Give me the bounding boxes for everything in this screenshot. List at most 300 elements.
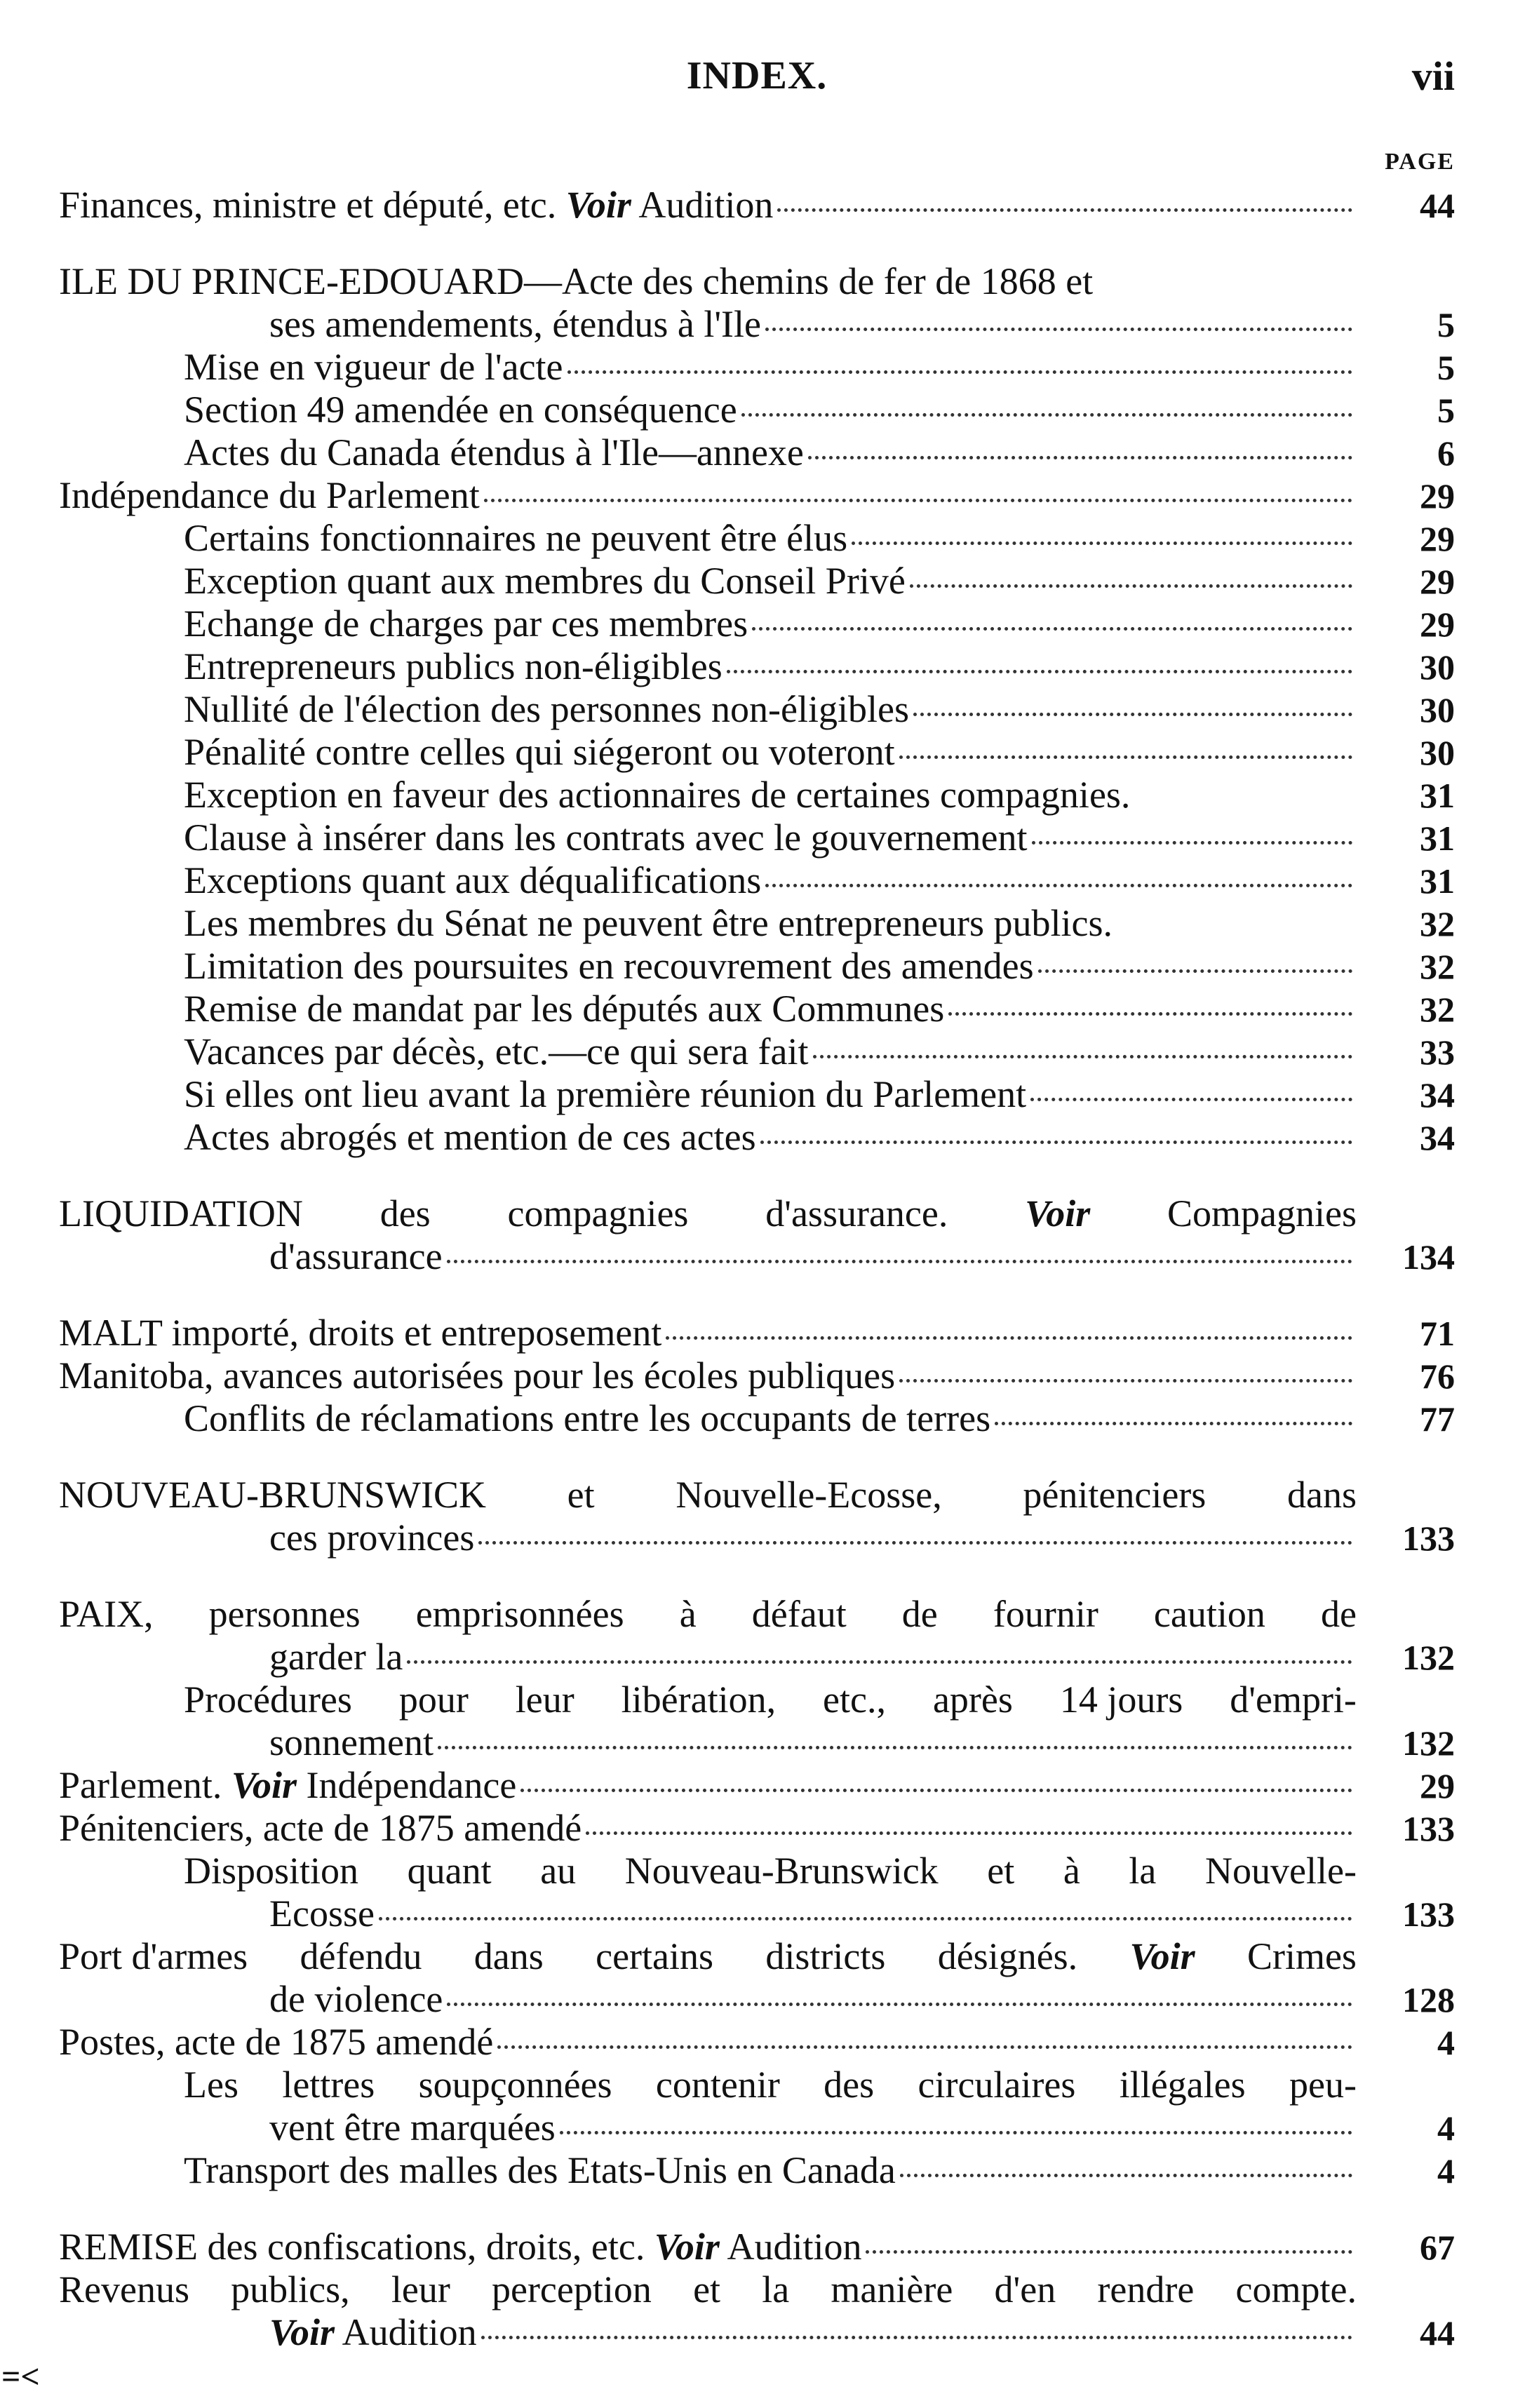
index-line — [59, 517, 1455, 560]
index-line — [59, 303, 1455, 346]
leader-dots — [1038, 969, 1352, 973]
entry-label: Parlement. — [59, 1764, 231, 1806]
leader-dots — [520, 1789, 1352, 1792]
entry-text — [184, 1030, 809, 1073]
page-title: INDEX. — [686, 54, 828, 97]
index-word: quant — [407, 1850, 492, 1892]
index-entry — [59, 1312, 1455, 1354]
entry-label: Clause à insérer dans les contrats avec le gouvernement — [184, 816, 1028, 859]
entry-label: Manitoba, avances autorisées pour les écoles publiques — [59, 1354, 896, 1397]
entry-text — [269, 1636, 403, 1679]
leader-dots — [447, 2003, 1352, 2006]
index-word: défaut — [751, 1593, 847, 1635]
index-word: Nouvelle- — [1205, 1850, 1357, 1892]
leader-dots — [765, 884, 1352, 887]
leader-dots — [948, 1012, 1352, 1016]
entry-label: Mise en vigueur de l'acte — [184, 346, 563, 388]
entry-text — [184, 731, 895, 774]
index-word: etc., — [823, 1679, 886, 1721]
page-number: 30 — [1420, 733, 1455, 772]
index-entry — [59, 1593, 1455, 1679]
index-line — [59, 945, 1455, 988]
index-line — [59, 1235, 1455, 1278]
entry-label: Actes du Canada étendus à l'Ile—annexe — [184, 431, 804, 473]
entry-label: Certains fonctionnaires ne peuvent être élus — [184, 517, 848, 559]
page-folio: vii — [1411, 53, 1455, 99]
page-number: 132 — [1402, 1638, 1455, 1677]
page-number: 29 — [1420, 1766, 1455, 1805]
index-word: d'en — [994, 2268, 1056, 2311]
entry-text — [184, 560, 906, 603]
page-number: 67 — [1420, 2228, 1455, 2267]
entry-label: Transport des malles des Etats-Unis en Canada — [184, 2149, 896, 2191]
leader-dots — [666, 1336, 1352, 1340]
entry-text — [59, 1807, 582, 1850]
leader-dots — [438, 1746, 1352, 1749]
entry-text — [184, 688, 909, 731]
index-line — [59, 731, 1455, 774]
entry-text — [184, 816, 1028, 859]
entry-text — [59, 184, 773, 227]
index-word: Procédures — [184, 1679, 352, 1721]
index-entry — [59, 1764, 1455, 1807]
index-line — [59, 2311, 1455, 2354]
index-line — [59, 1679, 1455, 1721]
entry-label: Nullité de l'élection des personnes non-éligibles — [184, 688, 909, 730]
index-word: compte. — [1235, 2268, 1357, 2311]
entry-label: Echange de charges par ces membres — [184, 603, 748, 645]
index-word: Nouvelle-Ecosse, — [676, 1474, 942, 1516]
entry-text — [269, 1978, 443, 2021]
entry-label: ses amendements, étendus à l'Ile — [269, 303, 761, 345]
index-word: des — [824, 2064, 875, 2106]
page-number: 29 — [1420, 562, 1455, 601]
leader-dots — [899, 1379, 1352, 1383]
entry-text — [59, 1764, 516, 1807]
index-line — [59, 1850, 1455, 1892]
page-number: 6 — [1437, 433, 1455, 473]
index-entry — [59, 1474, 1455, 1559]
entry-label: Actes abrogés et mention de ces actes — [184, 1116, 756, 1158]
entry-label: ILE DU PRINCE-EDOUARD—Acte des chemins de fer de 1868 et — [59, 260, 1094, 302]
voir-reference: Voir — [231, 1764, 297, 1806]
entry-text — [184, 603, 748, 645]
entry-label: Postes, acte de 1875 amendé — [59, 2021, 494, 2063]
index-word: pénitenciers — [1023, 1474, 1207, 1516]
index-word: caution — [1153, 1593, 1265, 1635]
entry-gap — [59, 1278, 1455, 1312]
index-entry — [59, 1030, 1455, 1073]
index-word: NOUVEAU-BRUNSWICK — [59, 1474, 486, 1516]
entry-label: garder la — [269, 1636, 403, 1678]
index-word: Voir — [1025, 1192, 1091, 1235]
entry-gap — [59, 227, 1455, 260]
leader-dots — [765, 328, 1352, 331]
index-line — [59, 1636, 1455, 1679]
index-line — [59, 1312, 1455, 1354]
index-line — [59, 474, 1455, 517]
index-entry — [59, 2226, 1455, 2268]
index-word: certains — [596, 1935, 714, 1977]
entry-label: Remise de mandat par les députés aux Communes — [184, 988, 945, 1030]
entry-text — [59, 2226, 861, 2268]
entry-text — [269, 2311, 477, 2354]
leader-dots — [407, 1660, 1352, 1664]
index-word: emprisonnées — [415, 1593, 624, 1635]
index-word: dans — [1286, 1474, 1357, 1516]
index-word: d'empri- — [1230, 1679, 1357, 1721]
index-entry — [59, 603, 1455, 645]
page-number: 31 — [1420, 776, 1455, 815]
entry-label: Pénitenciers, acte de 1875 amendé — [59, 1807, 582, 1849]
index-word: au — [540, 1850, 577, 1892]
leader-dots — [899, 755, 1352, 759]
page-number: 34 — [1420, 1118, 1455, 1157]
index-word: PAIX, — [59, 1593, 154, 1635]
entry-label: Entrepreneurs publics non-éligibles — [184, 645, 723, 687]
index-line — [59, 1892, 1455, 1935]
leader-dots — [1030, 1098, 1352, 1101]
entry-label: Exception en faveur des actionnaires de certaines compagnies. — [184, 774, 1131, 816]
page-column-label: PAGE — [1385, 149, 1455, 175]
index-word: Revenus — [59, 2268, 189, 2311]
index-word: fournir — [993, 1593, 1098, 1635]
index-entry — [59, 560, 1455, 603]
index-line — [59, 645, 1455, 688]
page-number: 5 — [1437, 305, 1455, 344]
entry-label: Pénalité contre celles qui siégeront ou voteront — [184, 731, 895, 773]
index-line — [59, 816, 1455, 859]
entry-label: d'assurance — [269, 1235, 443, 1277]
index-line — [59, 1073, 1455, 1116]
index-line — [59, 1354, 1455, 1397]
index-entry — [59, 688, 1455, 731]
index-word: à — [679, 1593, 697, 1635]
index-entry — [59, 988, 1455, 1030]
entry-text — [59, 474, 480, 517]
index-word: défendu — [300, 1935, 422, 1977]
index-entry — [59, 346, 1455, 389]
index-line — [59, 1116, 1455, 1159]
index-word: désignés. — [937, 1935, 1078, 1977]
leader-dots — [379, 1917, 1352, 1921]
index-word: contenir — [655, 2064, 780, 2106]
index-word: la — [762, 2268, 790, 2311]
index-entry — [59, 1935, 1455, 2021]
entry-label: Conflits de réclamations entre les occupants de terres — [184, 1397, 991, 1439]
page-number: 44 — [1420, 186, 1455, 225]
page-number: 29 — [1420, 519, 1455, 558]
page-number: 128 — [1402, 1980, 1455, 2019]
index-word: Crimes — [1246, 1935, 1357, 1977]
index-word: manière — [831, 2268, 953, 2311]
index-entry — [59, 260, 1455, 346]
entry-text — [184, 774, 1130, 816]
index-line — [59, 1764, 1455, 1807]
index-line — [59, 1978, 1455, 2021]
page-number: 32 — [1420, 947, 1455, 986]
leader-dots — [913, 713, 1352, 716]
page-number: 30 — [1420, 647, 1455, 687]
index-line — [59, 774, 1455, 816]
index-line — [59, 1192, 1455, 1235]
entry-text — [269, 1721, 434, 1764]
entry-label: Indépendance du Parlement — [59, 474, 480, 516]
page-number: 30 — [1420, 690, 1455, 729]
index-entry — [59, 2021, 1455, 2064]
entry-text — [184, 1116, 756, 1159]
entry-text — [184, 1397, 990, 1440]
index-line — [59, 1593, 1455, 1636]
leader-dots — [752, 627, 1352, 631]
index-line — [59, 184, 1455, 227]
entry-text — [184, 645, 723, 688]
index-line — [59, 1397, 1455, 1440]
page-number: 32 — [1420, 990, 1455, 1029]
entry-label: Finances, ministre et député, etc. — [59, 184, 566, 226]
entry-label: Vacances par décès, etc.—ce qui sera fait — [184, 1030, 809, 1072]
index-word: leur — [515, 1679, 574, 1721]
index-word: Disposition — [184, 1850, 359, 1892]
index-line — [59, 560, 1455, 603]
leader-dots — [1134, 798, 1352, 802]
leader-dots — [910, 584, 1352, 588]
entry-text — [184, 517, 847, 560]
entry-text — [59, 1312, 661, 1354]
page-number: 76 — [1420, 1357, 1455, 1396]
index-word: leur — [391, 2268, 450, 2311]
leader-dots — [497, 2045, 1352, 2049]
page-number: 132 — [1402, 1723, 1455, 1763]
page-number: 5 — [1437, 391, 1455, 430]
page-number: 4 — [1437, 2023, 1455, 2062]
leader-dots — [478, 1541, 1352, 1545]
index-word: soupçonnées — [418, 2064, 612, 2106]
index-word: Port d'armes — [59, 1935, 248, 1977]
index-word: dans — [473, 1935, 544, 1977]
entry-text — [59, 2021, 493, 2064]
entry-text — [184, 431, 804, 474]
index-line — [59, 2268, 1455, 2311]
entry-text — [269, 1516, 474, 1559]
reference-target: Audition — [335, 2311, 477, 2353]
index-line — [59, 603, 1455, 645]
voir-reference: Voir — [269, 2311, 335, 2353]
index-word: rendre — [1097, 2268, 1195, 2311]
voir-reference: Voir — [565, 184, 631, 226]
index-line — [59, 688, 1455, 731]
index-word: la — [1129, 1850, 1157, 1892]
page-number: 32 — [1420, 904, 1455, 943]
index-line — [59, 2106, 1455, 2149]
leader-dots — [995, 1422, 1352, 1425]
page-number: 29 — [1420, 605, 1455, 644]
entry-label: Exception quant aux membres du Conseil Privé — [184, 560, 906, 602]
entry-label: Les membres du Sénat ne peuvent être entrepreneurs publics. — [184, 902, 1113, 944]
entry-gap — [59, 1440, 1455, 1474]
leader-dots — [484, 499, 1352, 502]
entry-text — [269, 1235, 443, 1278]
page-number: 33 — [1420, 1033, 1455, 1072]
index-word: circulaires — [918, 2064, 1076, 2106]
page-number: 4 — [1437, 2108, 1455, 2148]
index-entry — [59, 1116, 1455, 1159]
index-line — [59, 1807, 1455, 1850]
index-entry — [59, 474, 1455, 517]
index-word: Voir — [1129, 1935, 1195, 1977]
page-number: 71 — [1420, 1314, 1455, 1353]
page-number: 5 — [1437, 348, 1455, 387]
index-line — [59, 260, 1455, 303]
leader-dots — [567, 370, 1352, 374]
entry-gap — [59, 1559, 1455, 1593]
index-word: d'assurance. — [765, 1192, 948, 1235]
entry-text — [184, 988, 944, 1030]
page-header — [59, 51, 1455, 107]
index-entry — [59, 1397, 1455, 1440]
leader-dots — [813, 1055, 1353, 1058]
entry-label: Ecosse — [269, 1892, 375, 1935]
index-body — [59, 184, 1455, 2354]
leader-dots — [1032, 841, 1352, 845]
entry-text — [59, 260, 1093, 303]
entry-label: ces provinces — [269, 1516, 475, 1559]
entry-text — [184, 945, 1034, 988]
page-number: 34 — [1420, 1075, 1455, 1115]
index-entry — [59, 902, 1455, 945]
index-line — [59, 2064, 1455, 2106]
index-line — [59, 2021, 1455, 2064]
index-entry — [59, 1807, 1455, 1850]
leader-dots — [1117, 927, 1352, 930]
entry-text — [184, 902, 1113, 945]
index-line — [59, 1474, 1455, 1516]
index-word: de — [1320, 1593, 1357, 1635]
page-number: 133 — [1402, 1519, 1455, 1558]
index-word: districts — [765, 1935, 886, 1977]
index-word: Compagnies — [1167, 1192, 1357, 1235]
index-word: compagnies — [507, 1192, 689, 1235]
entry-label: Section 49 amendée en conséquence — [184, 389, 737, 431]
leader-dots — [741, 413, 1352, 417]
leader-dots — [777, 208, 1352, 212]
leader-dots — [727, 670, 1352, 673]
index-word: lettres — [282, 2064, 375, 2106]
entry-text — [59, 1354, 895, 1397]
index-entry — [59, 774, 1455, 816]
index-line — [59, 1721, 1455, 1764]
index-entry — [59, 2064, 1455, 2149]
index-line — [59, 902, 1455, 945]
leader-dots — [852, 542, 1352, 545]
entry-label: Exceptions quant aux déqualifications — [184, 859, 762, 901]
index-word: illégales — [1119, 2064, 1246, 2106]
index-entry — [59, 431, 1455, 474]
entry-text — [184, 859, 761, 902]
index-entry — [59, 1850, 1455, 1935]
index-entry — [59, 645, 1455, 688]
entry-text — [184, 346, 563, 389]
voir-reference: Voir — [654, 2226, 720, 2268]
index-entry — [59, 389, 1455, 431]
index-entry — [59, 1679, 1455, 1764]
entry-label: sonnement — [269, 1721, 434, 1763]
index-line — [59, 2149, 1455, 2192]
leader-dots — [900, 2174, 1352, 2177]
reference-target: Indépendance — [297, 1764, 517, 1806]
leader-dots — [447, 1260, 1352, 1263]
index-line — [59, 859, 1455, 902]
index-line — [59, 431, 1455, 474]
index-word: libération, — [621, 1679, 777, 1721]
index-entry — [59, 517, 1455, 560]
index-line — [59, 988, 1455, 1030]
index-entry — [59, 731, 1455, 774]
entry-gap — [59, 1159, 1455, 1192]
page-number: 31 — [1420, 861, 1455, 901]
index-word: et — [987, 1850, 1015, 1892]
leader-dots — [866, 2250, 1352, 2254]
page-number: 77 — [1420, 1399, 1455, 1439]
page-number: 31 — [1420, 819, 1455, 858]
index-word: personnes — [208, 1593, 361, 1635]
entry-label: Si elles ont lieu avant la première réunion du Parlement — [184, 1073, 1027, 1115]
page-number: 44 — [1420, 2313, 1455, 2353]
index-line — [59, 389, 1455, 431]
index-word: des — [379, 1192, 431, 1235]
index-entry — [59, 1354, 1455, 1397]
entry-label: REMISE des confiscations, droits, etc. — [59, 2226, 654, 2268]
entry-text — [269, 1892, 375, 1935]
leader-dots — [760, 1141, 1352, 1144]
entry-label: vent être marquées — [269, 2106, 556, 2148]
entry-text — [184, 1073, 1026, 1116]
index-line — [59, 1935, 1455, 1978]
entry-text — [184, 389, 737, 431]
index-entry — [59, 184, 1455, 227]
reference-target: Audition — [631, 184, 774, 226]
entry-gap — [59, 2192, 1455, 2226]
index-word: après — [932, 1679, 1013, 1721]
index-word: et — [567, 1474, 595, 1516]
page-number: 4 — [1437, 2151, 1455, 2191]
index-line — [59, 1030, 1455, 1073]
index-word: Les — [184, 2064, 238, 2106]
entry-text — [269, 303, 761, 346]
reference-target: Audition — [719, 2226, 862, 2268]
page-number: 133 — [1402, 1895, 1455, 1934]
page-number: 29 — [1420, 476, 1455, 516]
leader-dots — [560, 2131, 1352, 2134]
index-word: et — [693, 2268, 721, 2311]
leader-dots — [481, 2336, 1352, 2339]
index-word: LIQUIDATION — [59, 1192, 303, 1235]
page-number: 134 — [1402, 1237, 1455, 1277]
index-entry — [59, 2149, 1455, 2192]
index-line — [59, 2226, 1455, 2268]
index-line — [59, 1516, 1455, 1559]
index-word: pour — [398, 1679, 469, 1721]
index-entry — [59, 816, 1455, 859]
index-word: publics, — [231, 2268, 350, 2311]
entry-text — [269, 2106, 556, 2149]
leader-dots — [586, 1831, 1352, 1835]
index-word: à — [1063, 1850, 1080, 1892]
entry-label: de violence — [269, 1978, 443, 2020]
index-word: de — [901, 1593, 938, 1635]
entry-label: MALT importé, droits et entreposement — [59, 1312, 662, 1354]
index-entry — [59, 2268, 1455, 2354]
